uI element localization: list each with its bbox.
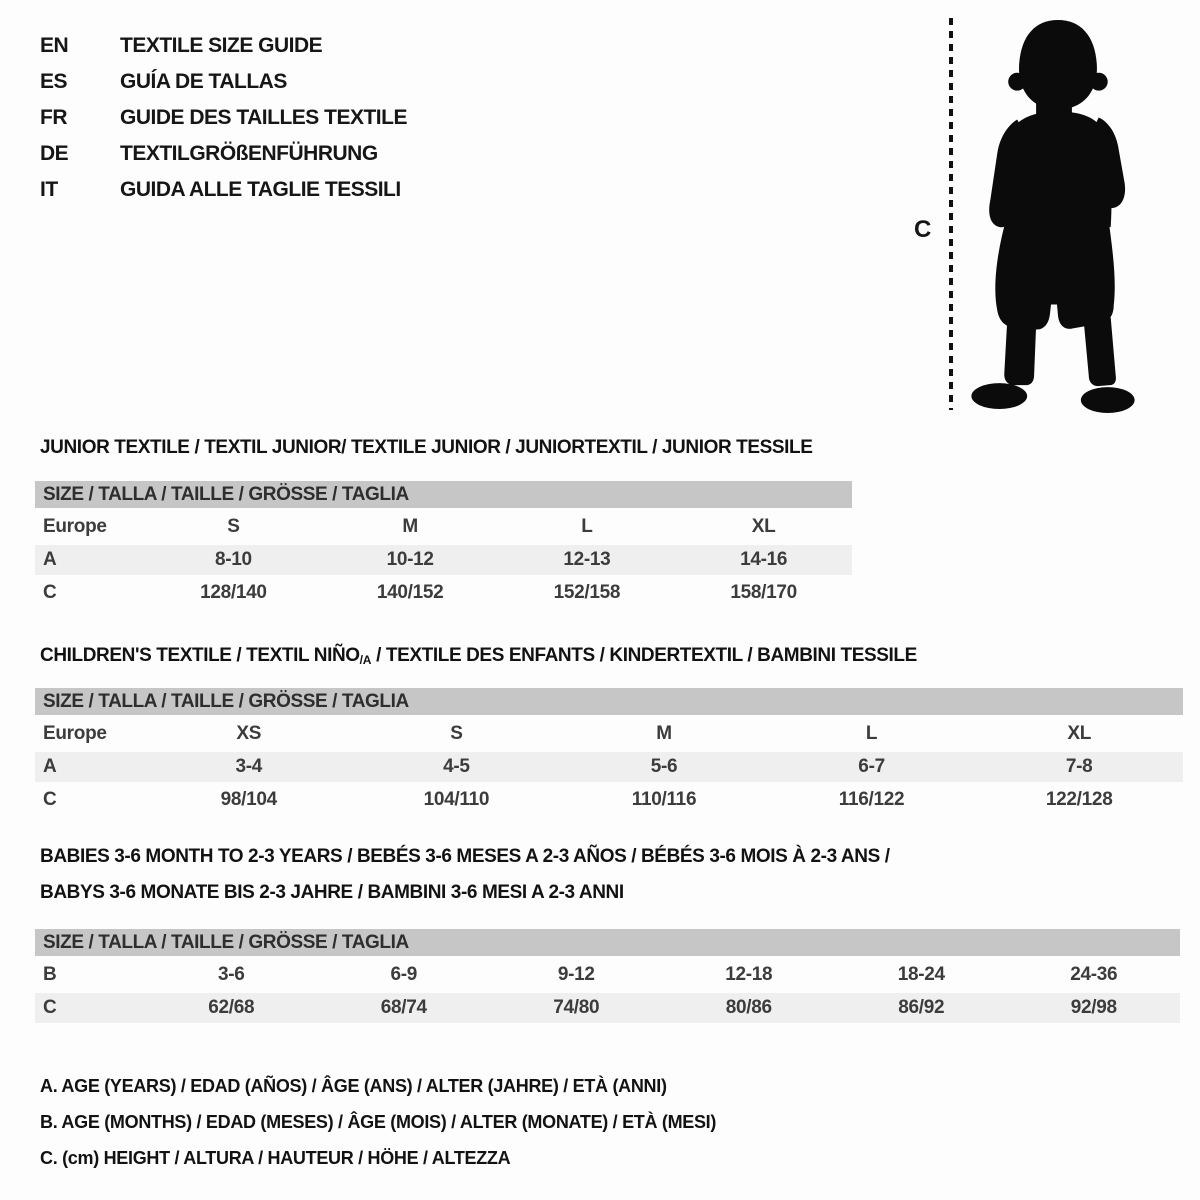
language-code: IT	[40, 178, 58, 201]
toddler-silhouette-icon	[968, 16, 1138, 414]
language-row-en	[40, 28, 407, 64]
footnote-age-years: A. AGE (YEARS) / EDAD (AÑOS) / ÂGE (ANS) / ALTER (JAHRE) / ETÀ (ANNI)	[40, 1076, 667, 1096]
language-code: DE	[40, 142, 69, 165]
table-cell: 98/104	[220, 789, 277, 810]
language-row-it	[40, 172, 407, 208]
table-cell: 68/74	[380, 997, 427, 1018]
table-cell: L	[865, 723, 878, 744]
guide-title: TEXTILGRÖßENFÜHRUNG	[120, 142, 378, 165]
row-label: A	[43, 756, 57, 777]
table-row-europe	[35, 719, 1183, 749]
row-label: C	[43, 582, 57, 603]
table-cell: L	[581, 516, 593, 537]
table-cell: 140/152	[376, 582, 444, 603]
table-cell: 6-9	[390, 964, 418, 985]
table-cell: 104/110	[423, 789, 490, 810]
guide-title: GUIDA ALLE TAGLIE TESSILI	[120, 178, 401, 201]
table-row-age-years	[35, 545, 852, 575]
row-label: A	[43, 549, 57, 570]
table-row-europe	[35, 512, 852, 542]
table-cell: 14-16	[740, 549, 788, 570]
row-label: Europe	[43, 723, 107, 744]
row-label: C	[43, 997, 57, 1018]
guide-title: GUIDE DES TAILLES TEXTILE	[120, 106, 407, 129]
table-cell: 9-12	[557, 964, 595, 985]
language-row-fr	[40, 100, 407, 136]
table-row-height-cm	[35, 993, 1180, 1023]
table-cell: 7-8	[1065, 756, 1093, 777]
table-cell: 10-12	[386, 549, 434, 570]
table-cell: 152/158	[553, 582, 621, 603]
children-size-table	[35, 688, 1183, 815]
row-label: C	[43, 789, 57, 810]
footnote-age-months: B. AGE (MONTHS) / EDAD (MESES) / ÂGE (MOIS) / ALTER (MONATE) / ETÀ (MESI)	[40, 1112, 717, 1132]
row-label: B	[43, 964, 57, 985]
table-cell: 24-36	[1070, 964, 1118, 985]
language-code: FR	[40, 106, 67, 129]
junior-size-table	[35, 481, 852, 608]
table-cell: XS	[236, 723, 262, 744]
babies-section-heading-line2: BABYS 3-6 MONATE BIS 2-3 JAHRE / BAMBINI 3-6 MESI A 2-3 ANNI	[40, 882, 624, 903]
table-cell: 62/68	[208, 997, 255, 1018]
language-row-es	[40, 64, 407, 100]
table-cell: 5-6	[650, 756, 678, 777]
table-cell: 12-13	[563, 549, 611, 570]
size-header-bar: SIZE / TALLA / TAILLE / GRÖSSE / TAGLIA	[35, 688, 1183, 715]
table-cell: 3-6	[217, 964, 245, 985]
language-title-list	[40, 28, 407, 208]
heading-text: / TEXTILE DES ENFANTS / KINDERTEXTIL / BAMBINI TESSILE	[371, 645, 917, 666]
table-cell: 6-7	[858, 756, 885, 777]
heading-text: CHILDREN'S TEXTILE / TEXTIL NIÑO	[40, 645, 360, 666]
table-cell: XL	[1067, 723, 1092, 744]
height-measure-label: C	[914, 216, 932, 243]
table-cell: 12-18	[725, 964, 773, 985]
language-row-de	[40, 136, 407, 172]
table-cell: XL	[751, 516, 776, 537]
table-cell: 3-4	[235, 756, 263, 777]
table-cell: 158/170	[730, 582, 797, 603]
babies-size-table	[35, 929, 1180, 1023]
heading-subscript: /A	[359, 653, 372, 667]
table-cell: 74/80	[553, 997, 600, 1018]
table-cell: 110/116	[631, 789, 697, 810]
footnote-height: C. (cm) HEIGHT / ALTURA / HAUTEUR / HÖHE / ALTEZZA	[40, 1148, 511, 1168]
table-row-height-cm	[35, 785, 1183, 815]
size-header-bar: SIZE / TALLA / TAILLE / GRÖSSE / TAGLIA	[35, 929, 1180, 956]
language-code: EN	[40, 34, 69, 57]
table-cell: 4-5	[443, 756, 470, 777]
table-cell: 92/98	[1070, 997, 1117, 1018]
table-cell: 80/86	[725, 997, 772, 1018]
language-code: ES	[40, 70, 68, 93]
table-cell: M	[656, 723, 672, 744]
table-cell: 122/128	[1045, 789, 1113, 810]
size-header-bar: SIZE / TALLA / TAILLE / GRÖSSE / TAGLIA	[35, 481, 852, 508]
height-measure-line	[949, 18, 953, 410]
table-row-age-years	[35, 752, 1183, 782]
table-row-height-cm	[35, 578, 852, 608]
table-cell: S	[227, 516, 240, 537]
table-row-age-months	[35, 960, 1180, 990]
table-cell: 18-24	[897, 964, 945, 985]
row-label: Europe	[43, 516, 107, 537]
table-cell: S	[450, 723, 463, 744]
table-cell: 116/122	[838, 789, 905, 810]
table-cell: 8-10	[214, 549, 252, 570]
guide-title: TEXTILE SIZE GUIDE	[120, 34, 323, 57]
table-cell: 128/140	[200, 582, 267, 603]
table-cell: M	[402, 516, 418, 537]
guide-title: GUÍA DE TALLAS	[120, 70, 287, 93]
table-cell: 86/92	[898, 997, 945, 1018]
babies-section-heading-line1: BABIES 3-6 MONTH TO 2-3 YEARS / BEBÉS 3-6 MESES A 2-3 AÑOS / BÉBÉS 3-6 MOIS À 2-3 ANS /	[40, 846, 890, 867]
children-section-heading	[40, 645, 917, 667]
junior-section-heading: JUNIOR TEXTILE / TEXTIL JUNIOR/ TEXTILE JUNIOR / JUNIORTEXTIL / JUNIOR TESSILE	[40, 437, 813, 458]
legend-footnotes	[40, 1068, 716, 1176]
